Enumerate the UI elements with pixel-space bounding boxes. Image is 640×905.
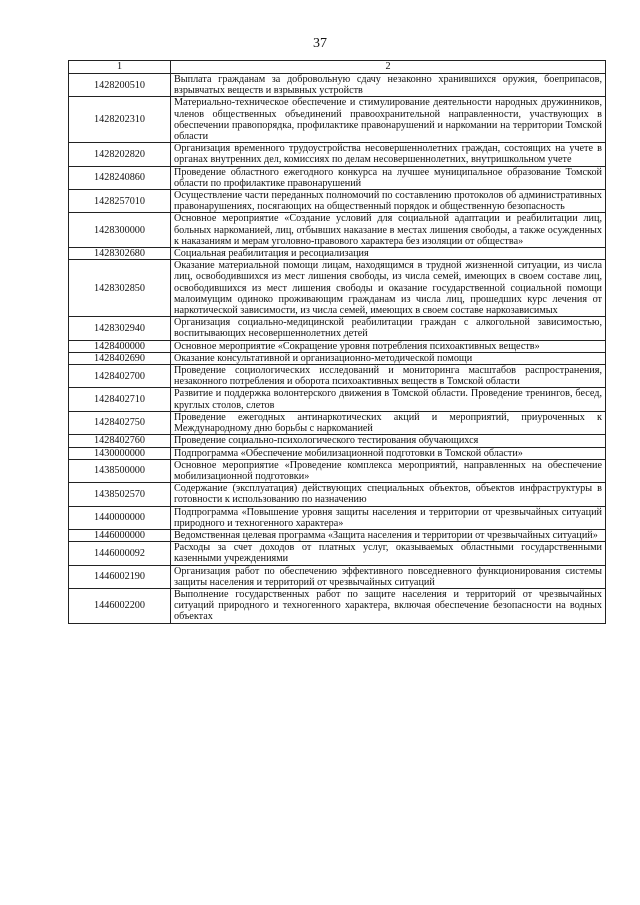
column-header-code: 1	[69, 61, 171, 74]
table-row	[69, 97, 606, 143]
table-row	[69, 411, 606, 434]
row-description: Подпрограмма «Обеспечение мобилизационной подготовки в Томской области»	[171, 447, 606, 459]
row-description: Выполнение государственных работ по защите населения и территорий от чрезвычайных ситуаций природного и техногенного характера, включая обеспечение безопасности на водных объектах	[171, 588, 606, 623]
table-row	[69, 542, 606, 565]
row-code: 1428200510	[69, 74, 171, 97]
row-code: 1428402690	[69, 352, 171, 364]
table-header-row	[69, 61, 606, 74]
row-description: Социальная реабилитация и ресоциализация	[171, 248, 606, 260]
table-row	[69, 190, 606, 213]
row-code: 1428202310	[69, 97, 171, 143]
row-description: Подпрограмма «Повышение уровня защиты населения и территории от чрезвычайных ситуаций природного и техногенного характера»	[171, 506, 606, 529]
column-header-description: 2	[171, 61, 606, 74]
row-description: Осуществление части переданных полномочий по составлению протоколов об административных правонарушениях, посягающих на общественный порядок и общественную безопасность	[171, 190, 606, 213]
row-description: Содержание (эксплуатация) действующих специальных объектов, объектов инфраструктуры в готовности к использованию по назначению	[171, 483, 606, 506]
row-description: Организация работ по обеспечению эффективного повседневного функционирования системы защиты населения и территорий от чрезвычайных ситуаций	[171, 565, 606, 588]
table-row	[69, 483, 606, 506]
row-description: Основное мероприятие «Проведение комплекса мероприятий, направленных на обеспечение мобилизационной подготовки»	[171, 459, 606, 482]
row-description: Развитие и поддержка волонтерского движения в Томской области. Проведение тренингов, бесед, круглых столов, слетов	[171, 388, 606, 411]
table-row	[69, 213, 606, 248]
table-row	[69, 588, 606, 623]
table-row	[69, 435, 606, 447]
row-code: 1428402710	[69, 388, 171, 411]
row-description: Оказание материальной помощи лицам, находящимся в трудной жизненной ситуации, из числа лиц, освободившихся из мест лишения свободы, из числа семей, имеющих в своем составе лиц, освободившихся из мест лишения свободы и оказание государственной социальной помощи малоимущим одиноко проживающим гражданам из числа лиц, прошедших курс лечения от наркотической зависимости, из числа семей, имеющих в своем составе наркозависимых	[171, 260, 606, 317]
row-code: 1428400000	[69, 340, 171, 352]
row-description: Организация социально-медицинской реабилитации граждан с алкогольной зависимостью, воспитывающих несовершеннолетних детей	[171, 317, 606, 340]
row-description: Оказание консультативной и организационно-методической помощи	[171, 352, 606, 364]
row-code: 1430000000	[69, 447, 171, 459]
row-code: 1446002200	[69, 588, 171, 623]
row-code: 1428402760	[69, 435, 171, 447]
table-row	[69, 74, 606, 97]
row-description: Основное мероприятие «Создание условий для социальной адаптации и реабилитации лиц, больных наркоманией, лиц, отбывших наказание в местах лишения свободы, а также осужденных к наказаниям и мерам уголовно-правового характера без изоляции от общества»	[171, 213, 606, 248]
row-code: 1428402700	[69, 365, 171, 388]
table-row	[69, 365, 606, 388]
table-body	[69, 74, 606, 624]
row-code: 1428302940	[69, 317, 171, 340]
row-code: 1446000092	[69, 542, 171, 565]
row-code: 1428240860	[69, 166, 171, 189]
row-description: Основное мероприятие «Сокращение уровня потребления психоактивных веществ»	[171, 340, 606, 352]
row-description: Выплата гражданам за добровольную сдачу незаконно хранившихся оружия, боеприпасов, взрывчатых веществ и взрывных устройств	[171, 74, 606, 97]
budget-code-table	[68, 60, 606, 624]
row-description: Ведомственная целевая программа «Защита населения и территории от чрезвычайных ситуаций»	[171, 529, 606, 541]
row-code: 1428402750	[69, 411, 171, 434]
row-code: 1446000000	[69, 529, 171, 541]
row-description: Материально-техническое обеспечение и стимулирование деятельности народных дружинников, членов общественных объединений правоохранительной направленности, участвующих в обеспечении правопорядка, профилактике правонарушений и наркомании на территории Томской области	[171, 97, 606, 143]
row-code: 1428302680	[69, 248, 171, 260]
table-row	[69, 340, 606, 352]
row-code: 1446002190	[69, 565, 171, 588]
table-row	[69, 565, 606, 588]
table-row	[69, 352, 606, 364]
table-row	[69, 260, 606, 317]
row-description: Проведение областного ежегодного конкурса на лучшее муниципальное образование Томской области по профилактике правонарушений	[171, 166, 606, 189]
row-code: 1440000000	[69, 506, 171, 529]
table-row	[69, 447, 606, 459]
table-row	[69, 529, 606, 541]
row-description: Проведение ежегодных антинаркотических акций и мероприятий, приуроченных к Международному дню борьбы с наркоманией	[171, 411, 606, 434]
row-code: 1428300000	[69, 213, 171, 248]
table-row	[69, 317, 606, 340]
row-description: Проведение социологических исследований и мониторинга масштабов распространения, незаконного потребления и оборота психоактивных веществ в Томской области	[171, 365, 606, 388]
row-code: 1428202820	[69, 143, 171, 166]
table-row	[69, 143, 606, 166]
row-description: Проведение социально-психологического тестирования обучающихся	[171, 435, 606, 447]
table-row	[69, 166, 606, 189]
row-description: Расходы за счет доходов от платных услуг, оказываемых областными государственными казенными учреждениями	[171, 542, 606, 565]
table-row	[69, 248, 606, 260]
row-code: 1438500000	[69, 459, 171, 482]
page-number: 37	[313, 36, 327, 51]
row-code: 1428257010	[69, 190, 171, 213]
row-code: 1438502570	[69, 483, 171, 506]
row-description: Организация временного трудоустройства несовершеннолетних граждан, состоящих на учете в органах внутренних дел, комиссиях по делам несовершеннолетних, внутришкольном учете	[171, 143, 606, 166]
table-row	[69, 459, 606, 482]
table-row	[69, 506, 606, 529]
row-code: 1428302850	[69, 260, 171, 317]
table-row	[69, 388, 606, 411]
